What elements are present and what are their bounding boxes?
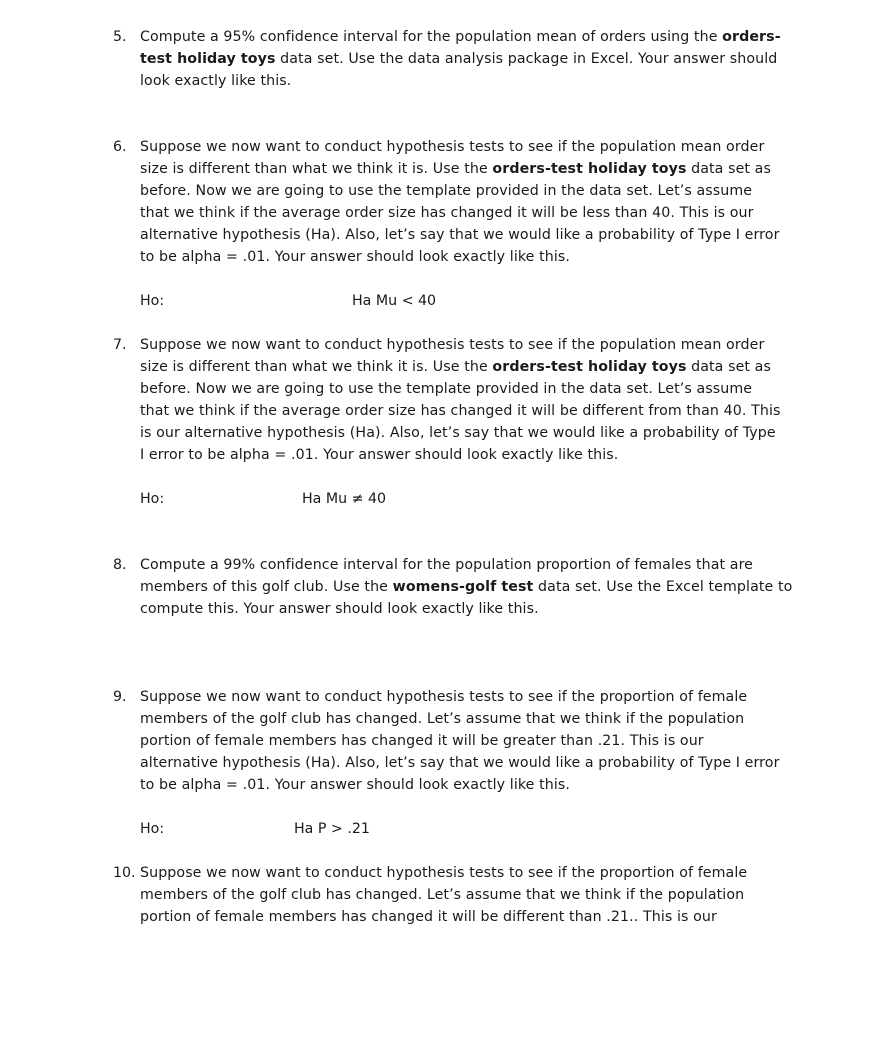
- text-line: [140, 906, 803, 928]
- text-run: is our alternative hypothesis (Ha). Also, let’s say that we would like a probability of Type: [140, 425, 776, 441]
- text-line: [140, 70, 803, 92]
- null-hypothesis-label: Ho:: [140, 491, 165, 507]
- text-line: [140, 444, 803, 466]
- text-line: [140, 862, 803, 884]
- dataset-name: orders-test holiday toys: [492, 359, 687, 375]
- dataset-name: orders-test holiday toys: [492, 161, 687, 177]
- text-run: portion of female members has changed it will be different than .21.. This is our: [140, 909, 717, 925]
- text-line: [140, 422, 803, 444]
- alternative-hypothesis: Ha Mu ≠ 40: [302, 491, 387, 507]
- text-run: alternative hypothesis (Ha). Also, let’s say that we would like a probability of Type I error: [140, 227, 780, 243]
- question-6: [113, 136, 803, 268]
- text-run: before. Now we are going to use the template provided in the data set. Let’s assume: [140, 381, 753, 397]
- text-line: [140, 686, 803, 708]
- text-line: [140, 730, 803, 752]
- text-line: [140, 708, 803, 730]
- text-run: members of this golf club. Use the: [140, 579, 393, 595]
- text-run: to be alpha = .01. Your answer should look exactly like this.: [140, 777, 571, 793]
- question-number: 8.: [113, 557, 127, 573]
- question-9: [113, 686, 803, 796]
- text-run: to be alpha = .01. Your answer should look exactly like this.: [140, 249, 571, 265]
- text-run: Suppose we now want to conduct hypothesis tests to see if the population mean order: [140, 337, 765, 353]
- text-line: [140, 774, 803, 796]
- question-number: 9.: [113, 689, 127, 705]
- text-line: [140, 136, 803, 158]
- text-line: [140, 224, 803, 246]
- question-8: [113, 554, 803, 620]
- text-line: [140, 884, 803, 906]
- text-run: Suppose we now want to conduct hypothesis tests to see if the population mean order: [140, 139, 765, 155]
- question-number: 6.: [113, 139, 127, 155]
- alternative-hypothesis: Ha Mu < 40: [352, 293, 437, 309]
- text-run: Compute a 99% confidence interval for the population proportion of females that are: [140, 557, 754, 573]
- question-text: [140, 686, 803, 796]
- text-run: compute this. Your answer should look exactly like this.: [140, 601, 539, 617]
- text-line: [140, 202, 803, 224]
- text-run: data set as: [686, 359, 771, 375]
- text-run: data set. Use the data analysis package in Excel. Your answer should: [275, 51, 778, 67]
- text-line: [140, 180, 803, 202]
- text-run: look exactly like this.: [140, 73, 292, 89]
- text-run: portion of female members has changed it will be greater than .21. This is our: [140, 733, 704, 749]
- question-text: [140, 862, 803, 928]
- text-run: alternative hypothesis (Ha). Also, let’s say that we would like a probability of Type I error: [140, 755, 780, 771]
- question-text: [140, 136, 803, 268]
- question-5: [113, 26, 803, 92]
- text-line: [140, 48, 803, 70]
- text-run: members of the golf club has changed. Let’s assume that we think if the population: [140, 887, 745, 903]
- text-line: [140, 158, 803, 180]
- question-number: 7.: [113, 337, 127, 353]
- question-7: [113, 334, 803, 466]
- null-hypothesis-label: Ho:: [140, 293, 165, 309]
- text-run: Suppose we now want to conduct hypothesis tests to see if the proportion of female: [140, 865, 748, 881]
- alternative-hypothesis: Ha P > .21: [294, 821, 370, 837]
- text-run: members of the golf club has changed. Let’s assume that we think if the population: [140, 711, 745, 727]
- text-line: [140, 400, 803, 422]
- text-run: size is different than what we think it is. Use the: [140, 161, 493, 177]
- text-line: [140, 598, 803, 620]
- question-text: [140, 334, 803, 466]
- text-run: I error to be alpha = .01. Your answer should look exactly like this.: [140, 447, 619, 463]
- text-run: before. Now we are going to use the template provided in the data set. Let’s assume: [140, 183, 753, 199]
- question-text: [140, 554, 803, 620]
- text-line: [140, 246, 803, 268]
- text-run: data set. Use the Excel template to: [533, 579, 793, 595]
- text-line: [140, 378, 803, 400]
- text-run: that we think if the average order size has changed it will be less than 40. This is our: [140, 205, 754, 221]
- text-line: [140, 554, 803, 576]
- dataset-name: womens-golf test: [392, 579, 534, 595]
- text-line: [140, 576, 803, 598]
- text-line: [140, 356, 803, 378]
- text-run: Compute a 95% confidence interval for the population mean of orders using the: [140, 29, 723, 45]
- question-number: 10.: [113, 865, 136, 881]
- text-line: [140, 26, 803, 48]
- text-run: size is different than what we think it is. Use the: [140, 359, 493, 375]
- text-run: data set as: [686, 161, 771, 177]
- question-text: [140, 26, 803, 92]
- dataset-name: test holiday toys: [140, 51, 276, 67]
- question-10: [113, 862, 803, 928]
- text-line: [140, 752, 803, 774]
- text-run: that we think if the average order size has changed it will be different from than 40. This: [140, 403, 781, 419]
- null-hypothesis-label: Ho:: [140, 821, 165, 837]
- text-line: [140, 334, 803, 356]
- question-number: 5.: [113, 29, 127, 45]
- text-run: Suppose we now want to conduct hypothesis tests to see if the proportion of female: [140, 689, 748, 705]
- dataset-name: orders-: [722, 29, 781, 45]
